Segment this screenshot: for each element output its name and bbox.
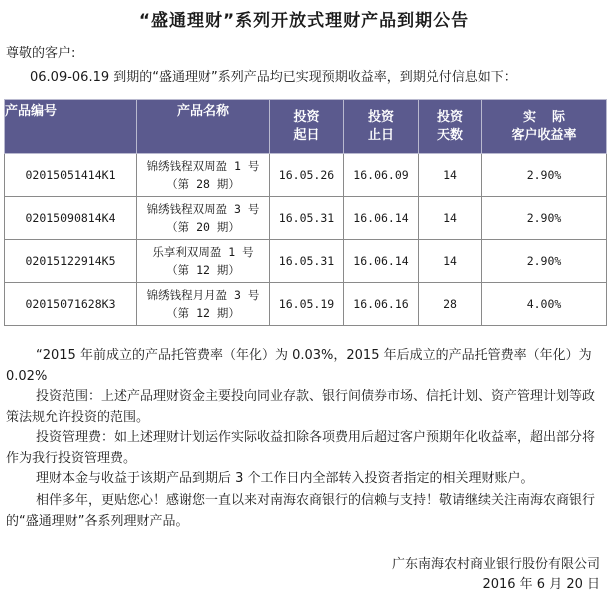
investment-days: 14 bbox=[419, 154, 482, 197]
header-actual-rate bbox=[482, 100, 607, 154]
header-days bbox=[419, 100, 482, 154]
product-name bbox=[137, 197, 270, 240]
product-period: （第 28 期） bbox=[166, 177, 240, 191]
start-date: 16.05.31 bbox=[270, 197, 344, 240]
header-end-date-line1: 投资 bbox=[367, 109, 394, 125]
greeting: 尊敬的客户: bbox=[6, 46, 76, 61]
product-code: 02015090814K4 bbox=[5, 197, 137, 240]
table-row bbox=[5, 197, 607, 240]
start-date: 16.05.19 bbox=[270, 283, 344, 326]
intro-text: 06.09-06.19 到期的“盛通理财”系列产品均已实现预期收益率，到期兑付信息如下： bbox=[30, 70, 517, 85]
investment-days: 14 bbox=[419, 240, 482, 283]
product-name bbox=[137, 154, 270, 197]
start-date: 16.05.31 bbox=[270, 240, 344, 283]
announcement-date: 2016 年 6 月 20 日 bbox=[482, 577, 600, 592]
start-date: 16.05.26 bbox=[270, 154, 344, 197]
end-date: 16.06.09 bbox=[344, 154, 419, 197]
product-name-line: 锦绣钱程月月盈 3 号 bbox=[146, 288, 260, 302]
custody-fee-note: “2015 年前成立的产品托管费率（年化）为 0.03%，2015 年后成立的产品托管费率（年化）为 0.02% bbox=[6, 348, 592, 384]
investment-days: 14 bbox=[419, 197, 482, 240]
investment-days: 28 bbox=[419, 283, 482, 326]
product-name-line: 乐享利双周盈 1 号 bbox=[152, 245, 254, 259]
product-code: 02015051414K1 bbox=[5, 154, 137, 197]
table-row bbox=[5, 283, 607, 326]
actual-rate: 4.00% bbox=[482, 283, 607, 326]
end-date: 16.06.16 bbox=[344, 283, 419, 326]
table-row bbox=[5, 240, 607, 283]
actual-rate: 2.90% bbox=[482, 154, 607, 197]
product-period: （第 12 期） bbox=[166, 263, 240, 277]
investment-scope: 投资范围：上述产品理财资金主要投向同业存款、银行间债券市场、信托计划、资产管理计划等政策法规允许投资的范围。 bbox=[6, 389, 596, 425]
thanks-note: 相伴多年，更贴您心！感谢您一直以来对南海农商银行的信赖与支持！敬请继续关注南海农商银行的“盛通理财”各系列理财产品。 bbox=[6, 493, 596, 529]
table-row bbox=[5, 154, 607, 197]
header-start-date-line2: 起日 bbox=[293, 127, 320, 143]
product-name bbox=[137, 240, 270, 283]
header-product-code: 产品编号 bbox=[5, 100, 137, 154]
header-actual-rate-line1: 实际 bbox=[522, 109, 581, 125]
principal-transfer-note: 理财本金与收益于该期产品到期后 3 个工作日内全部转入投资者指定的相关理财账户。 bbox=[36, 471, 534, 486]
bank-name: 广东南海农村商业银行股份有限公司 bbox=[391, 557, 600, 572]
header-days-line2: 天数 bbox=[436, 127, 463, 143]
header-end-date bbox=[344, 100, 419, 154]
table-header-row bbox=[5, 100, 607, 154]
header-actual-rate-line2: 客户收益率 bbox=[511, 127, 577, 143]
product-name-line: 锦绣钱程双周盈 3 号 bbox=[146, 202, 260, 216]
product-name-line: 锦绣钱程双周盈 1 号 bbox=[146, 159, 260, 173]
product-table bbox=[4, 99, 607, 326]
end-date: 16.06.14 bbox=[344, 197, 419, 240]
header-start-date bbox=[270, 100, 344, 154]
product-code: 02015122914K5 bbox=[5, 240, 137, 283]
management-fee: 投资管理费：如上述理财计划运作实际收益扣除各项费用后超过客户预期年化收益率，超出部分将作为我行投资管理费。 bbox=[6, 430, 596, 466]
product-period: （第 12 期） bbox=[166, 306, 240, 320]
header-days-line1: 投资 bbox=[436, 109, 463, 125]
header-start-date-line1: 投资 bbox=[293, 109, 320, 125]
actual-rate: 2.90% bbox=[482, 240, 607, 283]
header-product-name: 产品名称 bbox=[137, 100, 270, 154]
announcement-title: “盛通理财”系列开放式理财产品到期公告 bbox=[138, 11, 470, 31]
actual-rate: 2.90% bbox=[482, 197, 607, 240]
end-date: 16.06.14 bbox=[344, 240, 419, 283]
product-code: 02015071628K3 bbox=[5, 283, 137, 326]
product-period: （第 20 期） bbox=[166, 220, 240, 234]
header-end-date-line2: 止日 bbox=[367, 127, 394, 143]
product-name bbox=[137, 283, 270, 326]
